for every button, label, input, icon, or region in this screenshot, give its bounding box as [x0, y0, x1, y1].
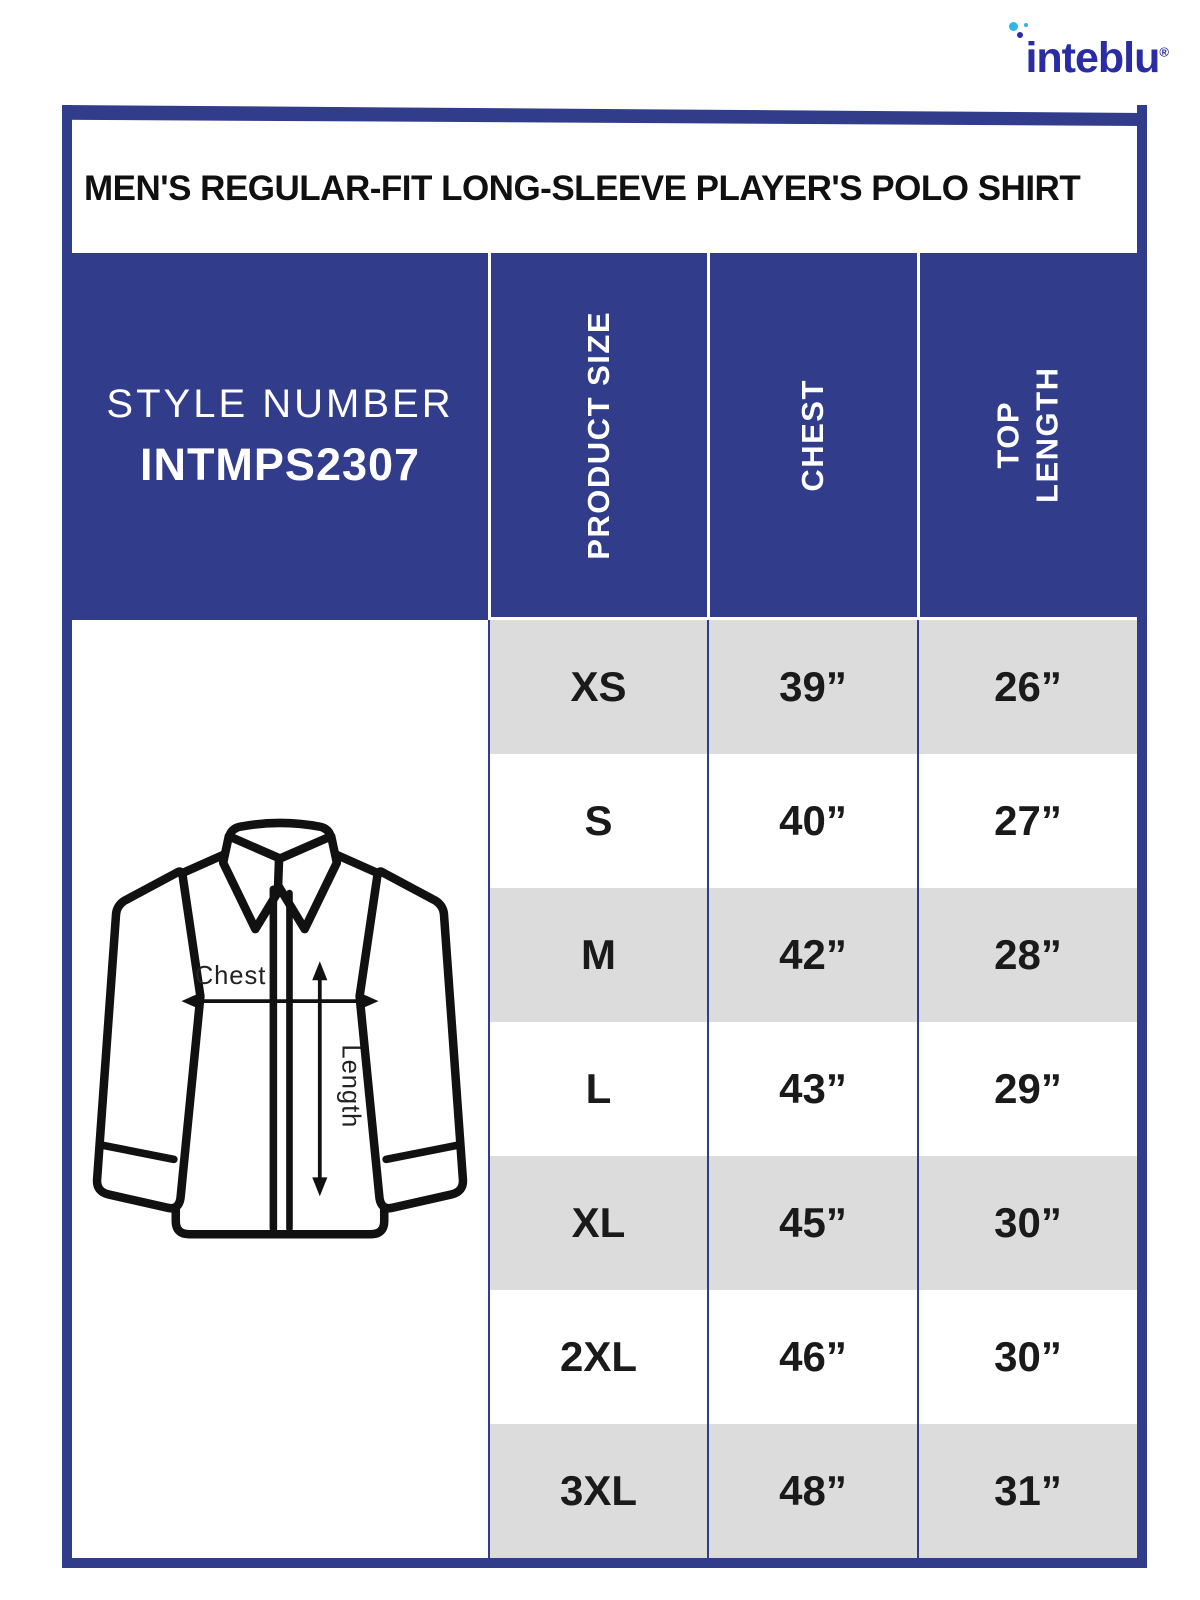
logo-sparkle-dot-icon	[1009, 22, 1018, 31]
logo-sparkle-dot-icon	[1024, 23, 1028, 27]
chart-title-row	[72, 105, 1137, 253]
chest-cell: 39”	[707, 620, 917, 754]
product-title: MEN'S REGULAR-FIT LONG-SLEEVE PLAYER'S POLO SHIRT	[84, 169, 1081, 208]
brand-logo-text	[1025, 34, 1168, 83]
size-cell: XL	[488, 1156, 707, 1290]
size-cell: L	[488, 1022, 707, 1156]
logo-sparkle-dot-icon	[1017, 32, 1023, 38]
chest-cell: 42”	[707, 888, 917, 1022]
chest-cell: 45”	[707, 1156, 917, 1290]
style-number-value: INTMPS2307	[139, 439, 421, 490]
top-length-header-label: TOP LENGTH	[990, 366, 1065, 504]
chest-cell: 43”	[707, 1022, 917, 1156]
shirt-measurement-diagram	[72, 620, 488, 1558]
top-length-cell: 31”	[917, 1424, 1137, 1558]
size-cell: S	[488, 754, 707, 888]
brand-logo	[1025, 34, 1168, 83]
style-number-label: STYLE NUMBER	[106, 382, 454, 426]
registered-mark: ®	[1159, 44, 1168, 60]
column-header-chest	[707, 253, 917, 620]
size-chart-grid	[72, 105, 1137, 1558]
top-length-cell: 30”	[917, 1290, 1137, 1424]
top-length-cell: 30”	[917, 1156, 1137, 1290]
top-length-cell: 27”	[917, 754, 1137, 888]
chest-cell: 48”	[707, 1424, 917, 1558]
column-header-top-length	[917, 253, 1137, 620]
shirt-illustration	[81, 802, 479, 1276]
size-cell: 2XL	[488, 1290, 707, 1424]
size-cell: XS	[488, 620, 707, 754]
chest-diagram-label: Chest	[194, 962, 267, 991]
product-size-header-label: PRODUCT SIZE	[580, 310, 616, 560]
shirt-body	[176, 849, 384, 1234]
brand-name: inteblu	[1025, 34, 1160, 82]
top-length-cell: 26”	[917, 620, 1137, 754]
chest-cell: 40”	[707, 754, 917, 888]
size-cell: 3XL	[488, 1424, 707, 1558]
chest-header-label: CHEST	[795, 378, 831, 492]
chest-cell: 46”	[707, 1290, 917, 1424]
size-cell: M	[488, 888, 707, 1022]
length-diagram-label: Length	[336, 1044, 365, 1129]
top-length-cell: 29”	[917, 1022, 1137, 1156]
size-chart-table	[62, 105, 1147, 1568]
column-header-product-size	[488, 253, 707, 620]
style-number-header	[72, 253, 488, 620]
top-length-cell: 28”	[917, 888, 1137, 1022]
